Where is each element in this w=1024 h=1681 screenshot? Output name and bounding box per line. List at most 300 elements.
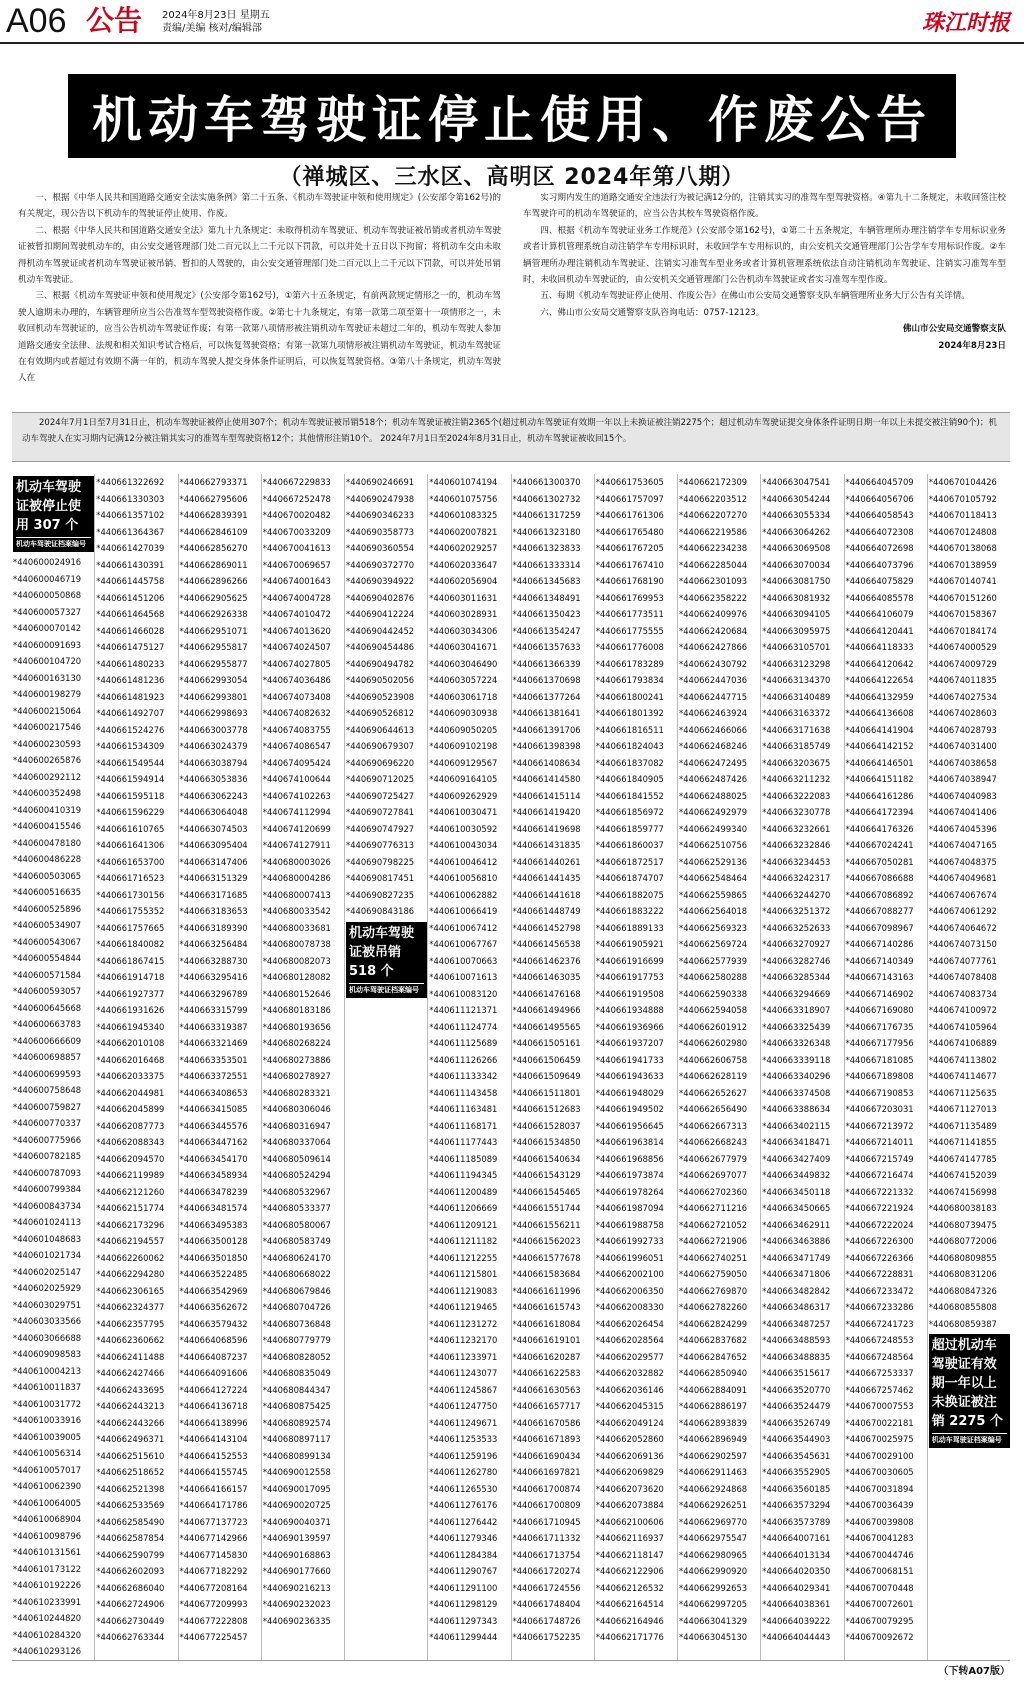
section-caption — [346, 922, 427, 998]
license-number: *440663463886 — [762, 1236, 831, 1246]
license-number: *440663450665 — [762, 1203, 831, 1213]
license-number: *440663123298 — [762, 658, 831, 669]
license-number: *440674009729 — [928, 658, 997, 669]
license-number: *440663487257 — [762, 1318, 831, 1329]
license-number: *440661511801 — [512, 1087, 581, 1098]
license-number: *440661748726 — [512, 1615, 581, 1626]
license-number: *440667086688 — [845, 873, 914, 883]
license-number: *440610070663 — [429, 955, 498, 966]
license-number: *440603011631 — [429, 592, 498, 603]
license-number: *440662533569 — [96, 1500, 165, 1510]
license-number: *440674113802 — [928, 1054, 997, 1065]
license-number: *440663340296 — [762, 1071, 831, 1081]
summary-box: 2024年7月1日至7月31日止，机动车驾驶证被停止使用307个；机动车驾驶证被吊销518个；机动车驾驶证被注销2365个(超过机动车驾驶证有效期一年以上未换证被注销2275个；超过机动车驾驶证提交身体条件证明日期一年以上未提交被注销90个)；机动车驾驶人在实习期内记满12分被注销其实习的准驾车型驾驶资格12个；其他情形注销10个。 2024年7月1日至2024年8月31日止，机动车驾驶证被收回15个。 — [12, 412, 1010, 462]
license-number: *440680844347 — [262, 1384, 331, 1395]
license-number: *440661466028 — [96, 625, 165, 636]
license-number: *440670140741 — [928, 576, 997, 586]
intro-paragraph: 五、每期《机动车驾驶证停止使用、作废公告》在佛山市公安局交通警察支队车辆管理所业务大厅公告有关详情。 — [540, 291, 970, 302]
license-number: *440661761306 — [595, 510, 664, 520]
license-number: *440670151260 — [928, 592, 997, 603]
license-number: *440661476168 — [512, 988, 581, 999]
license-number: *440674077761 — [928, 955, 997, 966]
license-number: *440674114677 — [928, 1071, 997, 1081]
license-number: *440662975547 — [679, 1533, 748, 1543]
license-number: *440662008330 — [595, 1302, 664, 1312]
license-number: *440664166157 — [179, 1483, 248, 1494]
license-number: *440661767410 — [595, 559, 664, 570]
license-number: *440661630563 — [512, 1384, 581, 1395]
license-number: *440664072308 — [845, 526, 914, 537]
license-number: *440670158367 — [928, 609, 997, 619]
license-number: *440662171776 — [595, 1632, 664, 1642]
license-number: *440663321469 — [179, 1038, 248, 1048]
license-number: *440677208164 — [179, 1582, 248, 1593]
license-number: *440662045899 — [96, 1104, 165, 1114]
license-number: *440670020482 — [262, 510, 331, 520]
license-number: *440663415085 — [179, 1104, 248, 1114]
license-number: *440661391706 — [512, 724, 581, 735]
issue-editors: 责编/美编 核对/编辑部 — [162, 23, 262, 34]
intro-paragraph: 三、根据《机动车驾驶证申领和使用规定》(公安部令第162号)，①第六十五条规定，有前两款规定情形之一的，机动车驾驶人逾期未办理的，车辆管理所应当公告准驾车型驾驶资格作废。②第七十九条规定，有第一款第二项至第十一项情形之一，未收回机动车驾驶证的，应当公告机动车驾驶证作废；有第一款第八项情形被注销机动车驾驶证未超过二年的，机动车驾驶人参加道路交通安全法律、法规和相关知识考试合格后，可以恢复驾驶资格；有第一款第九项情形被注销机动车驾驶证，机动车驾驶证在有效期内或者超过有效期不满一年的，机动车驾驶人提交身体条件证明后，可以恢复驾驶资格。③第八十条规定，机动车驾驶人在 — [18, 291, 501, 384]
license-number-grid — [12, 474, 1010, 1660]
license-number: *440603061718 — [429, 691, 498, 702]
license-number: *440674127911 — [262, 840, 331, 850]
license-number: *440661860037 — [595, 840, 664, 850]
license-number: *440680082073 — [262, 955, 331, 966]
license-number: *440661323833 — [512, 543, 581, 553]
license-number: *440671127013 — [928, 1104, 997, 1114]
license-number: *440610068904 — [13, 1514, 82, 1524]
license-number: *440674027805 — [262, 658, 331, 669]
license-number: *440661945340 — [96, 1021, 165, 1032]
license-number: *440680128082 — [262, 972, 331, 982]
license-number: *440610011837 — [13, 1382, 82, 1392]
license-number: *440663545631 — [762, 1450, 831, 1461]
license-number: *440661348491 — [512, 592, 581, 603]
license-number: *440680193656 — [262, 1021, 331, 1032]
license-number: *440667146902 — [845, 988, 914, 999]
license-number: *440663185749 — [762, 741, 831, 751]
license-number: *440611231272 — [429, 1318, 498, 1329]
license-number: *440661354247 — [512, 625, 581, 636]
license-number: *440663081750 — [762, 576, 831, 586]
license-number: *440663501850 — [179, 1252, 248, 1263]
license-number: *440662487426 — [679, 774, 748, 784]
license-number: *440662686040 — [96, 1582, 165, 1593]
license-number: *440661441618 — [512, 889, 581, 900]
license-number: *440662702360 — [679, 1186, 748, 1197]
page-code: A06 — [6, 2, 67, 40]
license-number: *440670022181 — [845, 1417, 914, 1428]
license-number: *440663402115 — [762, 1120, 831, 1131]
license-number: *440677222808 — [179, 1615, 248, 1626]
license-number: *440664142152 — [845, 741, 914, 751]
license-number: *440663095404 — [179, 840, 248, 850]
license-number: *440661757665 — [96, 922, 165, 933]
license-number: *440600698857 — [13, 1052, 82, 1062]
license-number: *440664045709 — [845, 477, 914, 487]
license-number: *440661415114 — [512, 790, 581, 801]
license-number: *440690346233 — [346, 510, 415, 520]
license-number: *440670118413 — [928, 510, 997, 520]
license-number: *440610030471 — [429, 807, 498, 817]
license-number: *440661512683 — [512, 1104, 581, 1114]
license-number: *440690017095 — [262, 1483, 331, 1494]
license-number: *440690679307 — [346, 741, 415, 751]
license-number: *440667248553 — [845, 1335, 914, 1345]
license-number: *440661506459 — [512, 1054, 581, 1065]
license-number: *440664091606 — [179, 1368, 248, 1378]
license-number: *440662759050 — [679, 1269, 748, 1279]
license-number: *440690454486 — [346, 642, 415, 652]
license-number: *440661757097 — [595, 493, 664, 504]
license-number: *440667226300 — [845, 1236, 914, 1246]
license-number: *440664141904 — [845, 724, 914, 735]
license-number: *440663544903 — [762, 1434, 831, 1444]
number-column — [427, 474, 510, 1660]
license-number: *440670039808 — [845, 1516, 914, 1527]
license-number: *440602033647 — [429, 559, 498, 570]
license-number: *440663270927 — [762, 939, 831, 949]
license-number: *440663064262 — [762, 526, 831, 537]
license-number: *440667221924 — [845, 1203, 914, 1213]
license-number: *440690502056 — [346, 675, 415, 685]
license-number: *440663482842 — [762, 1285, 831, 1296]
license-number: *440662837682 — [679, 1335, 748, 1345]
license-number: *440663427409 — [762, 1153, 831, 1164]
license-number: *440674028603 — [928, 708, 997, 718]
license-number: *440662207270 — [679, 510, 748, 520]
license-number: *440662433695 — [96, 1384, 165, 1395]
license-number: *440670104426 — [928, 477, 997, 487]
license-number: *440600217546 — [13, 722, 82, 732]
license-number: *440600593057 — [13, 986, 82, 996]
license-number: *440662409976 — [679, 609, 748, 619]
license-number: *440663326348 — [762, 1038, 831, 1048]
license-number: *440663203675 — [762, 757, 831, 768]
license-number: *440662652627 — [679, 1087, 748, 1098]
license-number: *440661653700 — [96, 856, 165, 867]
license-number: *440663251372 — [762, 906, 831, 916]
license-number: *440661657717 — [512, 1401, 581, 1411]
license-number: *440662466066 — [679, 724, 748, 735]
license-number: *440663500128 — [179, 1236, 248, 1246]
license-number: *440661330303 — [96, 493, 165, 504]
license-number: *440680524294 — [262, 1170, 331, 1180]
license-number: *440663171685 — [179, 889, 248, 900]
license-number: *440661323180 — [512, 526, 581, 537]
license-number: *440662118147 — [595, 1549, 664, 1560]
license-number: *440667216474 — [845, 1170, 914, 1180]
license-number: *440662594058 — [679, 1005, 748, 1015]
license-number: *440662955877 — [179, 658, 248, 669]
license-number: *440662850940 — [679, 1368, 748, 1378]
license-number: *440661856972 — [595, 807, 664, 817]
license-number: *440611232170 — [429, 1335, 498, 1345]
license-number: *440610056810 — [429, 873, 498, 883]
license-number: *440663562672 — [179, 1302, 248, 1312]
license-number: *440664118333 — [845, 642, 914, 652]
license-number: *440671141855 — [928, 1137, 997, 1147]
license-number: *440662151774 — [96, 1203, 165, 1213]
license-number: *440680533377 — [262, 1203, 331, 1213]
license-number: *440611279346 — [429, 1533, 498, 1543]
license-number: *440667221332 — [845, 1186, 914, 1197]
license-number: *440609102198 — [429, 741, 498, 751]
license-number: *440661917753 — [595, 972, 664, 982]
license-number: *440674011835 — [928, 675, 997, 685]
license-number: *440662721052 — [679, 1219, 748, 1230]
license-number: *440663038794 — [179, 757, 248, 768]
license-number: *440663447162 — [179, 1137, 248, 1147]
license-number: *440664136718 — [179, 1401, 248, 1411]
license-number: *440661872517 — [595, 856, 664, 867]
license-number: *440600699593 — [13, 1068, 82, 1079]
license-number: *440661816511 — [595, 724, 664, 735]
license-number: *440661963814 — [595, 1137, 664, 1147]
license-number: *440690776313 — [346, 840, 415, 850]
license-number: *440600265876 — [13, 755, 82, 765]
license-number: *440611297343 — [429, 1615, 498, 1626]
license-number: *440661748404 — [512, 1599, 581, 1609]
license-number: *440663222083 — [762, 790, 831, 801]
license-number: *440661480233 — [96, 658, 165, 669]
notice-subtitle: （禅城区、三水区、高明区 2024年第八期） — [279, 165, 745, 190]
license-number: *440663054244 — [762, 493, 831, 504]
license-number: *440609164105 — [429, 774, 498, 784]
license-number: *440663524479 — [762, 1401, 831, 1411]
license-number: *440674047165 — [928, 840, 997, 850]
license-number: *440661889133 — [595, 922, 664, 933]
license-number: *440611125689 — [429, 1038, 498, 1048]
license-number: *440662856270 — [179, 543, 248, 553]
license-number: *440661753605 — [595, 477, 664, 487]
license-number: *440661481923 — [96, 691, 165, 702]
license-number: *440611299444 — [429, 1632, 498, 1642]
license-number: *440670007553 — [845, 1401, 914, 1411]
license-number: *440661711332 — [512, 1533, 581, 1543]
license-number: *440663325439 — [762, 1021, 831, 1032]
license-number: *440662569323 — [679, 922, 748, 933]
license-number: *440662998693 — [179, 708, 248, 718]
license-number: *440663488835 — [762, 1351, 831, 1362]
license-number: *440663045130 — [679, 1632, 748, 1642]
license-number: *440674073150 — [928, 939, 997, 949]
license-number: *440600543067 — [13, 936, 82, 947]
license-number: *440664029341 — [762, 1582, 831, 1593]
license-number: *440661611996 — [512, 1285, 581, 1296]
license-number: *440661610765 — [96, 823, 165, 834]
license-number: *440662990920 — [679, 1566, 748, 1576]
license-number: *440600770337 — [13, 1118, 82, 1128]
license-number: *440680779779 — [262, 1335, 331, 1345]
license-number: *440661345683 — [512, 576, 581, 586]
license-number: *440661883222 — [595, 906, 664, 916]
caption-title: 机动车驾驶证被吊销 518 个 — [349, 925, 415, 979]
license-number: *440661978264 — [595, 1186, 664, 1197]
license-number: *440663244270 — [762, 889, 831, 900]
license-number: *440661765480 — [595, 526, 664, 537]
license-number: *440610067412 — [429, 922, 498, 933]
license-number: *440667214011 — [845, 1137, 914, 1147]
license-number: *440662896266 — [179, 576, 248, 586]
intro-left-column — [18, 190, 501, 387]
license-number: *440690827235 — [346, 889, 415, 900]
license-number: *440609030938 — [429, 708, 498, 718]
license-number: *440674120699 — [262, 823, 331, 834]
license-number: *440674013620 — [262, 625, 331, 636]
license-number: *440680273886 — [262, 1054, 331, 1065]
license-number: *440680033542 — [262, 906, 331, 916]
license-number: *440661333314 — [512, 559, 581, 570]
license-number: *440662029577 — [595, 1351, 664, 1362]
license-number: *440663069508 — [762, 543, 831, 553]
license-number: *440662590799 — [96, 1549, 165, 1560]
notice-intro — [18, 190, 1006, 387]
license-number: *440674083755 — [262, 724, 331, 735]
license-number: *440662510756 — [679, 840, 748, 850]
license-number: *440662016468 — [96, 1054, 165, 1065]
footer-rule — [12, 1660, 1010, 1661]
license-number: *440680855808 — [928, 1302, 997, 1312]
license-number: *440662839391 — [179, 510, 248, 520]
license-number: *440661583684 — [512, 1269, 581, 1279]
license-number: *440670033209 — [262, 526, 331, 537]
license-number: *440611212255 — [429, 1252, 498, 1263]
license-number: *440611290767 — [429, 1566, 498, 1576]
license-number: *440661456538 — [512, 939, 581, 949]
number-column — [760, 474, 843, 1660]
license-number: *440661716523 — [96, 873, 165, 883]
license-number: *440671125635 — [928, 1087, 997, 1098]
license-number: *440662782260 — [679, 1302, 748, 1312]
license-number: *440611206669 — [429, 1203, 498, 1213]
license-number: *440610039005 — [13, 1431, 82, 1442]
license-number: *440662443266 — [96, 1417, 165, 1428]
license-number: *440662164514 — [595, 1599, 664, 1609]
number-column — [261, 474, 344, 1660]
caption-archive-label: 机动车驾驶证档案编号 — [349, 983, 424, 996]
license-number: *440661936966 — [595, 1021, 664, 1032]
license-number: *440663471749 — [762, 1252, 831, 1263]
license-number: *440662677979 — [679, 1153, 748, 1164]
license-number: *440611249671 — [429, 1417, 498, 1428]
license-number: *440667203031 — [845, 1104, 914, 1114]
license-number: *440664075829 — [845, 576, 914, 586]
license-number: *440662044981 — [96, 1087, 165, 1098]
license-number: *440603029751 — [13, 1299, 82, 1310]
license-number: *440664044443 — [762, 1632, 831, 1642]
license-number: *440680704726 — [262, 1302, 331, 1312]
license-number: *440662911463 — [679, 1467, 748, 1477]
license-number: *440680875425 — [262, 1401, 331, 1411]
license-number: *440600050868 — [13, 590, 82, 600]
license-number: *440661710945 — [512, 1516, 581, 1527]
license-number: *440610192226 — [13, 1580, 82, 1590]
banner-title: 机动车驾驶证停止使用、作废公告 — [68, 74, 956, 158]
license-number: *440661724556 — [512, 1582, 581, 1593]
license-number: *440661551744 — [512, 1203, 581, 1213]
license-number: *440661948029 — [595, 1087, 664, 1098]
license-number: *440674100972 — [928, 1005, 997, 1015]
license-number: *440661430391 — [96, 559, 165, 570]
license-number: *440662992653 — [679, 1582, 748, 1593]
license-number: *440601074194 — [429, 477, 498, 487]
license-number: *440663458934 — [179, 1170, 248, 1180]
license-number: *440661776008 — [595, 642, 664, 652]
number-column — [12, 474, 94, 1660]
license-number: *440610056314 — [13, 1448, 82, 1458]
license-number: *440600666609 — [13, 1035, 82, 1046]
license-number: *440661481236 — [96, 675, 165, 685]
license-number: *440662468246 — [679, 741, 748, 751]
license-number: *440662711216 — [679, 1203, 748, 1213]
license-number: *440611163481 — [429, 1104, 498, 1114]
license-number: *440662926251 — [679, 1500, 748, 1510]
license-number: *440690360554 — [346, 543, 415, 553]
license-number: *440664056706 — [845, 493, 914, 504]
license-number: *440667088277 — [845, 906, 914, 916]
license-number: *440690216213 — [262, 1582, 331, 1593]
license-number: *440664085578 — [845, 592, 914, 603]
license-number: *440661620287 — [512, 1351, 581, 1362]
license-number: *440663295416 — [179, 972, 248, 982]
license-number: *440663486317 — [762, 1302, 831, 1312]
license-number: *440680003026 — [262, 856, 331, 867]
license-number: *440680278927 — [262, 1071, 331, 1081]
license-number: *440600663783 — [13, 1019, 82, 1029]
license-number: *440663003778 — [179, 724, 248, 735]
license-number: *440662515610 — [96, 1450, 165, 1461]
license-number: *440680004286 — [262, 873, 331, 883]
license-number: *440674067674 — [928, 889, 997, 900]
license-number: *440610062390 — [13, 1481, 82, 1491]
license-number: *440664120441 — [845, 625, 914, 636]
license-number: *440663488593 — [762, 1335, 831, 1345]
intro-paragraph: 四、根据《机动车驾驶证业务工作规范》(公安部令第162号)，①第二十五条规定，车辆管理所办理注销学车专用标识业务或者计算机管理系统自动注销学车专用标识时，未收回学车专用标识的，由公安机关交通管理部门公告学车专用标识作废。②车辆管理所办理注销机动车驾驶证、注销实习准驾车型业务或者计算机管理系统依法自动注销机动车驾驶证、注销实习准驾车型时，未收回机动车驾驶证的，由公安机关交通管理部门公告机动车驾驶证或者实习准驾车型作废。 — [523, 225, 1006, 286]
license-number: *440680033681 — [262, 922, 331, 933]
license-number: *440663242317 — [762, 873, 831, 883]
license-number: *440662164946 — [595, 1615, 664, 1626]
license-number: *440661451206 — [96, 592, 165, 603]
license-number: *440663094105 — [762, 609, 831, 619]
license-number: *440667177956 — [845, 1038, 914, 1048]
license-number: *440600516635 — [13, 887, 82, 897]
license-number: *440602056904 — [429, 576, 498, 586]
license-number: *440661859777 — [595, 823, 664, 834]
license-number: *440663296789 — [179, 988, 248, 999]
license-number: *440674010472 — [262, 609, 331, 619]
license-number: *440611200489 — [429, 1186, 498, 1197]
license-number: *440611124774 — [429, 1021, 498, 1032]
license-number: *440680772006 — [928, 1236, 997, 1246]
license-number: *440601048683 — [13, 1233, 82, 1244]
license-number: *440662724906 — [96, 1599, 165, 1609]
license-number: *440662119989 — [96, 1170, 165, 1180]
license-number: *440663522485 — [179, 1269, 248, 1279]
intro-paragraph: 一、根据《中华人民共和国道路交通安全法实施条例》第二十五条、《机动车驾驶证申领和使用规定》(公安部令第162号)的有关规定，现公告以下机动车的驾驶证停止使用、作废。 — [18, 193, 501, 220]
license-number: *440663211232 — [762, 774, 831, 784]
license-number: *440663105701 — [762, 642, 831, 652]
license-number: *440661495565 — [512, 1021, 581, 1032]
license-number: *440600198279 — [13, 689, 82, 699]
caption-title: 机动车驾驶证被停止使用 307 个 — [16, 480, 82, 533]
license-number: *440600046719 — [13, 573, 82, 584]
license-number: *440610098796 — [13, 1530, 82, 1541]
license-number: *440680736848 — [262, 1318, 331, 1329]
license-number: *440677137723 — [179, 1516, 248, 1527]
license-number: *440610030592 — [429, 823, 498, 834]
